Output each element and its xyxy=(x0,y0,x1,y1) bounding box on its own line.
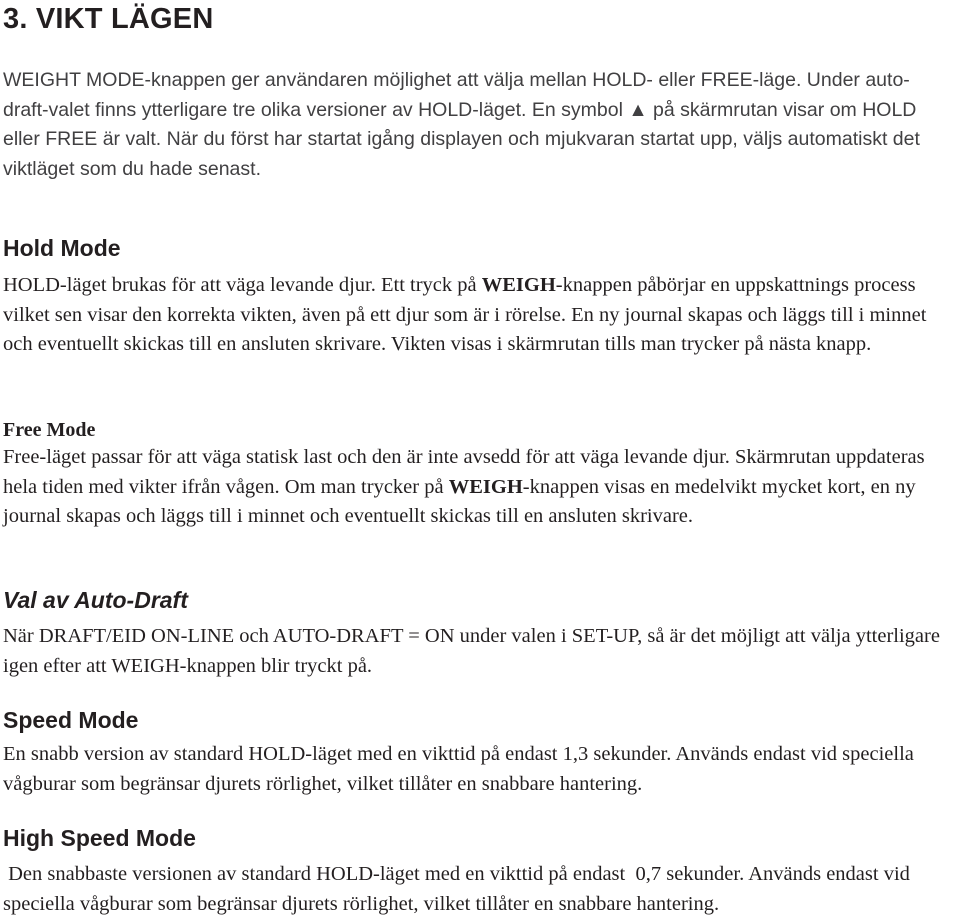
intro-paragraph: WEIGHT MODE-knappen ger användaren möjlighet att välja mellan HOLD- eller FREE-läge. Under auto-draft-valet finns ytterligare tre olika versioner av HOLD-läget. En symbol ▲ på skärmrutan visar om HOLD eller FREE är valt. När du först har startat igång displayen och mjukvaran startat upp, väljs automatiskt det viktläget som du hade senast. xyxy=(3,69,920,180)
section-title: 3. VIKT LÄGEN xyxy=(3,3,214,35)
speed-mode-paragraph: En snabb version av standard HOLD-läget med en vikttid på endast 1,3 sekunder. Används endast vid speciella vågburar som begränsar djurets rörlighet, vilket tillåter en snabbare hantering. xyxy=(3,743,914,795)
hold-mode-paragraph xyxy=(3,271,952,360)
free-mode-weigh-key: WEIGH xyxy=(448,475,523,498)
hold-mode-line1: HOLD-läget brukas för att väga levande djur. xyxy=(3,274,376,296)
auto-draft-paragraph: När DRAFT/EID ON-LINE och AUTO-DRAFT = ON under valen i SET-UP, så är det möjligt att välja ytterligare igen efter att WEIGH-knappen blir tryckt på. xyxy=(3,625,940,677)
hold-mode-text-b: -knappen påbörjar en uppskattnings process vilket sen visar den korrekta vikten, även på ett djur som är i rörelse. En ny journal skapas och läggs till i minnet och eventuellt skickas till en ansluten skrivare. Vikten visas i skärmrutan tills man trycker på nästa knapp. xyxy=(3,274,927,355)
hold-mode-heading: Hold Mode xyxy=(3,235,121,261)
hold-mode-weigh-key: WEIGH xyxy=(481,274,556,296)
hold-mode-text-a: Ett tryck på xyxy=(375,274,482,296)
free-mode-heading: Free Mode xyxy=(3,419,96,441)
free-mode-text-b: -knappen visas en medelvikt mycket kort, en ny journal skapas och läggs till i minnet och eventuellt skickas till en ansluten skrivare. xyxy=(3,475,916,527)
speed-mode-heading: Speed Mode xyxy=(3,707,139,733)
auto-draft-heading: Val av Auto-Draft xyxy=(3,587,188,613)
free-mode-paragraph xyxy=(3,443,952,532)
high-speed-mode-paragraph: Den snabbaste versionen av standard HOLD-läget med en vikttid på endast 0,7 sekunder. Används endast vid speciella vågburar som begränsar djurets rörlighet, vilket tillåter en snabbare hantering. xyxy=(3,863,916,915)
high-speed-mode-heading: High Speed Mode xyxy=(3,825,196,851)
free-mode-text-a: Free-läget passar för att väga statisk last och den är inte avsedd för att väga levande djur. Skärmrutan uppdateras hela tiden med vikter ifrån vågen. Om man trycker på xyxy=(3,446,925,498)
